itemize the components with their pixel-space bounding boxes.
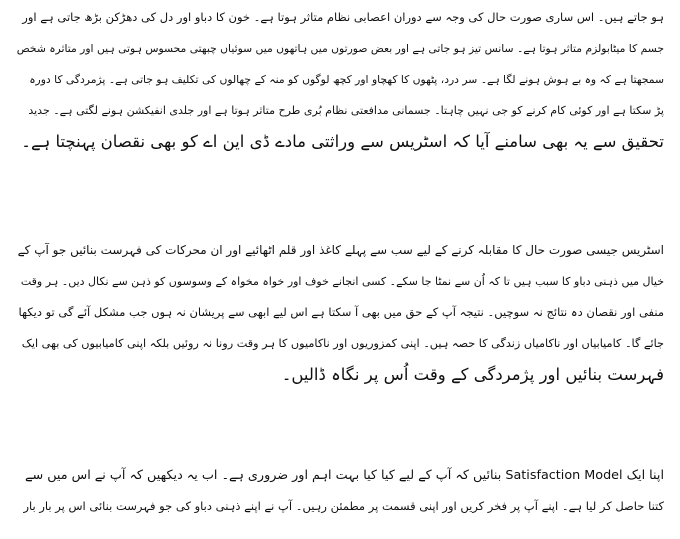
paragraph-line: پڑ سکتا ہے اور کوئی کام کرنے کو جی نہیں چاہتا۔ جسمانی مدافعتی نظام بُری طرح متاثر ہوتا ہے اور جلدی انفیکشن ہونے لگتی ہے۔ جدید <box>28 104 664 117</box>
paragraph-line: جائے گا۔ کامیابیاں اور ناکامیاں زندگی کا حصہ ہیں۔ اپنی کمزوریوں اور ناکامیوں کا ہر وقت رونا نہ روئیں بلکہ اپنی کامیابیوں کی بھی ایک <box>21 337 664 350</box>
paragraph-line: منفی اور نقصان دہ نتائج نہ سوچیں۔ نتیجہ آپ کے حق میں بھی آ سکتا ہے اس لیے ابھی سے پریشان نہ ہوں جب مشکل آئے گی تو دیکھا <box>18 305 664 319</box>
paragraph-line: خیال میں ذہنی دباو کا سبب ہیں تا کہ اُن سے نمٹا جا سکے۔ کسی انجانے خوف اور خواہ مخواہ کے وسوسوں کو ذہن سے نکال دیں۔ ہر وقت <box>20 275 664 288</box>
paragraph-2 <box>16 235 664 390</box>
paragraph-line: جسم کا میٹابولزم متاثر ہوتا ہے۔ سانس تیز ہو جاتی ہے اور بعض صورتوں میں ہاتھوں میں سوئیاں چبھتی محسوس ہوتی ہیں اور متاثرہ شخص <box>16 42 664 55</box>
paragraph-line: فہرست بنائیں اور پژمردگی کے وقت اُس پر نگاہ ڈالیں۔ <box>281 365 664 384</box>
paragraph-line: کتنا حاصل کر لیا ہے۔ اپنے آپ پر فخر کریں اور اپنی قسمت پر مطمئن رہیں۔ آپ نے اپنے ذہنی دباو کی جو فہرست بنائی اس پر بار بار <box>23 499 664 513</box>
paragraph-3 <box>16 460 664 522</box>
paragraph-line: سمجھتا ہے کہ وہ بے ہوش ہونے لگا ہے۔ سر درد، پٹھوں کا کھچاو اور کچھ لوگوں کو منہ کے چھالوں کی تکلیف ہو جاتی ہے۔ پژمردگی کا دورہ <box>29 73 664 86</box>
document-page <box>16 0 664 539</box>
paragraph-line: ہو جاتے ہیں۔ اس ساری صورت حال کی وجہ سے دوران اعصابی نظام متاثر ہوتا ہے۔ خون کا دباو اور دل کی دھڑکن بڑھ جاتی ہے اور <box>22 10 664 24</box>
paragraph-line: اپنا ایک Satisfaction Model بنائیں کہ آپ کے لیے کیا کیا بہت اہم اور ضروری ہے۔ اب یہ دیکھیں کہ آپ نے اس میں سے <box>24 468 664 483</box>
paragraph-line: اسٹریس جیسی صورت حال کا مقابلہ کرنے کے لیے سب سے پہلے کاغذ اور قلم اٹھائیے اور ان محرکات کی فہرست بنائیں جو آپ کے <box>17 243 664 257</box>
paragraph-1 <box>16 2 664 157</box>
paragraph-line: تحقیق سے یہ بھی سامنے آیا کہ اسٹریس سے وراثتی مادے ڈی این اے کو بھی نقصان پہنچتا ہے۔ <box>21 132 664 151</box>
